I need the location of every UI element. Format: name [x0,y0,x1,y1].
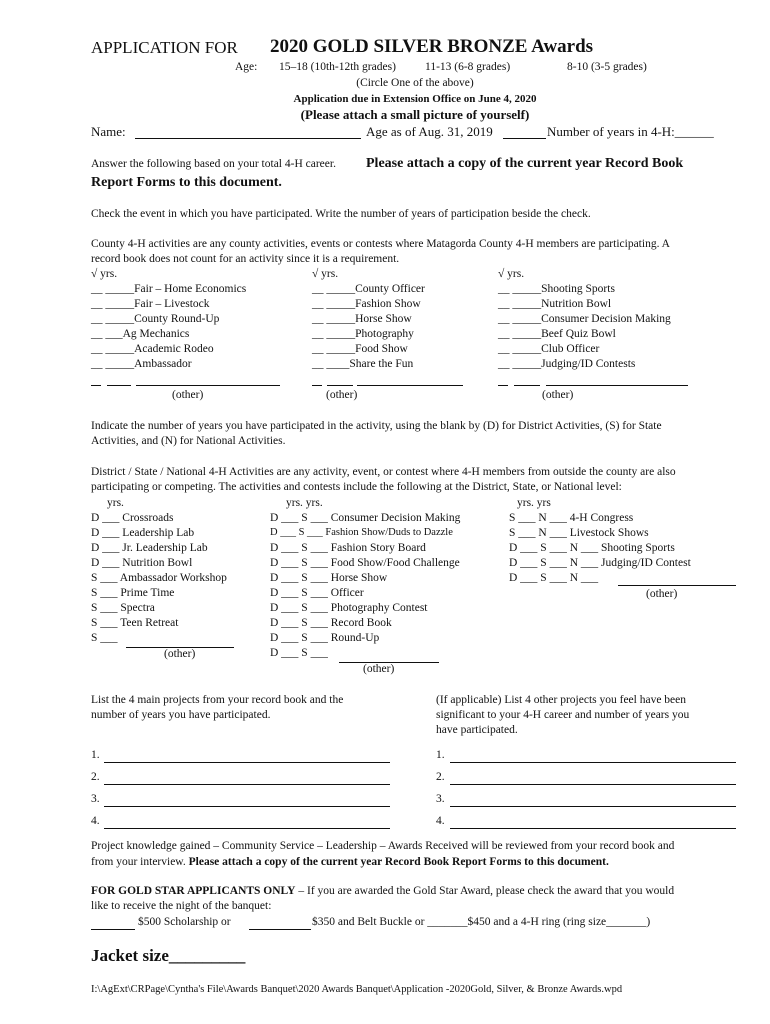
district-item[interactable]: S ___ Spectra [91,602,155,614]
knowledge-statement-2 [91,856,609,868]
scholarship-option: $500 Scholarship or [138,916,231,928]
district-other-field-3[interactable] [618,585,736,586]
county-item[interactable]: __ _____Fair – Home Economics [91,283,247,295]
county-other-check-2[interactable] [312,385,322,386]
district-item[interactable]: D ___ S ___ Photography Contest [270,602,428,614]
application-for-label: APPLICATION FOR [91,38,238,57]
county-other-field-2[interactable] [357,385,463,386]
county-other-label-3: (other) [542,389,574,401]
county-item[interactable]: __ ___Ag Mechanics [91,328,190,340]
district-item[interactable]: D ___ Jr. Leadership Lab [91,542,208,554]
district-other-label-1: (other) [164,648,196,660]
other-projects-instruction-1: (If applicable) List 4 other projects you feel have been [436,694,687,706]
county-item[interactable]: __ _____County Round-Up [91,313,220,325]
county-item[interactable]: __ _____Fashion Show [312,298,421,310]
district-item[interactable]: S ___ Teen Retreat [91,617,179,629]
due-date-notice: Application due in Extension Office on June 4, 2020 [293,93,537,105]
district-col-3 [509,497,739,587]
county-other-years-1[interactable] [107,385,131,386]
scholarship-check-field[interactable] [91,929,135,930]
district-item[interactable]: D ___ S ___ Round-Up [270,632,380,644]
name-field[interactable] [135,138,361,139]
picture-instruction: (Please attach a small picture of yourself) [300,107,530,122]
county-item[interactable]: __ ____Share the Fun [312,358,414,370]
county-other-check-3[interactable] [498,385,508,386]
county-item[interactable]: __ _____Photography [312,328,414,340]
district-item[interactable]: D ___ S ___ N ___ Shooting Sports [509,542,675,554]
other-project-field-3[interactable] [450,806,736,807]
belt-buckle-check-field[interactable] [249,929,311,930]
main-project-number: 3. [91,793,100,805]
district-item[interactable]: S ___ Prime Time [91,587,175,599]
county-item[interactable]: __ _____Horse Show [312,313,412,325]
district-item[interactable]: D ___ Leadership Lab [91,527,195,539]
district-item[interactable]: D ___ S ___ Fashion Story Board [270,542,426,554]
county-item[interactable]: __ _____Shooting Sports [498,283,615,295]
main-project-number: 4. [91,815,100,827]
gold-star-text: – If you are awarded the Gold Star Award, please check the award that you would [295,885,675,897]
district-item[interactable]: D ___ S ___ N ___ [509,572,599,584]
district-col-1 [91,497,266,647]
county-item[interactable]: __ _____Judging/ID Contests [498,358,636,370]
county-item[interactable]: __ _____Academic Rodeo [91,343,214,355]
county-col-2-header: √ yrs. [312,268,339,280]
county-item[interactable]: __ _____Consumer Decision Making [498,313,671,325]
knowledge-attach-notice: Please attach a copy of the current year Record Book Report Forms to this document. [188,856,609,868]
age-asof-label: Age as of Aug. 31, 2019 [366,124,493,139]
main-projects-instruction-2: number of years you have participated. [91,709,271,721]
district-item[interactable]: S ___ [91,632,118,644]
main-project-field-3[interactable] [104,806,390,807]
main-project-number: 2. [91,771,100,783]
other-project-field-2[interactable] [450,784,736,785]
attach-notice-2: Report Forms to this document. [91,175,282,190]
county-other-years-2[interactable] [327,385,353,386]
county-other-label-1: (other) [172,389,204,401]
buckle-ring-options[interactable]: $350 and Belt Buckle or _______$450 and a 4-H ring (ring size_______) [312,916,651,928]
district-item[interactable]: S ___ N ___ 4-H Congress [509,512,634,524]
other-project-field-1[interactable] [450,762,736,763]
other-project-number: 4. [436,815,445,827]
county-col-3-header: √ yrs. [498,268,525,280]
file-path-footer: I:\AgExt\CRPage\Cyntha's File\Awards Banquet\2020 Awards Banquet\Application -2020Gold, Silver, & Bronze Awards.wpd [91,984,623,995]
other-projects-instruction-2: significant to your 4-H career and number of years you [436,709,690,721]
county-other-field-3[interactable] [546,385,688,386]
county-item[interactable]: __ _____Fair – Livestock [91,298,210,310]
main-project-field-4[interactable] [104,828,390,829]
district-col-1-header: yrs. [107,497,124,509]
county-definition-2: record book does not count for an activity since it is a requirement. [91,253,400,265]
age-option-8-10[interactable]: 8-10 (3-5 grades) [567,61,647,73]
knowledge-statement-2a: from your interview. [91,856,186,868]
age-option-15-18[interactable]: 15–18 (10th-12th grades) [279,61,396,73]
district-item[interactable]: D ___ S ___ Consumer Decision Making [270,512,461,524]
county-col-3 [498,268,718,373]
county-item[interactable]: __ _____Beef Quiz Bowl [498,328,616,340]
indicate-instruction-2: Activities, and (N) for National Activities. [91,435,286,447]
district-other-label-2: (other) [363,663,395,675]
dsn-definition-2: participating or competing. The activities and contests include the following at the District, State, or National level: [91,481,622,493]
dsn-definition-1: District / State / National 4-H Activities are any activity, event, or contest where 4-H members from outside the county are also [91,466,676,478]
main-project-field-1[interactable] [104,762,390,763]
main-projects-instruction-1: List the 4 main projects from your record book and the [91,694,344,706]
awards-title: 2020 GOLD SILVER BRONZE Awards [270,36,594,57]
county-col-1-header: √ yrs. [91,268,118,280]
county-definition-1: County 4-H activities are any county activities, events or contests where Matagorda County 4-H members are participating. A [91,238,670,250]
district-item[interactable]: D ___ S ___ Fashion Show/Duds to Dazzle [270,527,453,538]
county-other-field-1[interactable] [136,385,280,386]
district-item[interactable]: S ___ N ___ Livestock Shows [509,527,649,539]
county-item[interactable]: __ _____County Officer [312,283,425,295]
gold-star-label: FOR GOLD STAR APPLICANTS ONLY [91,885,296,897]
circle-instruction: (Circle One of the above) [356,77,474,89]
gold-star-statement [91,885,674,897]
check-instruction: Check the event in which you have participated. Write the number of years of participation beside the check. [91,208,591,220]
answer-instruction: Answer the following based on your total 4-H career. [91,158,336,170]
age-field[interactable] [503,138,546,139]
other-project-number: 1. [436,749,445,761]
county-col-2 [312,268,492,373]
district-col-2-header: yrs. yrs. [286,497,323,509]
county-other-label-2: (other) [326,389,358,401]
district-item[interactable]: D ___ S ___ Food Show/Food Challenge [270,557,460,569]
other-project-field-4[interactable] [450,828,736,829]
indicate-instruction-1: Indicate the number of years you have participated in the activity, using the blank by (D) for District Activities, (S) for State [91,420,662,432]
district-item[interactable]: S ___ Ambassador Workshop [91,572,227,584]
gold-star-text-2: like to receive the night of the banquet: [91,900,272,912]
district-item[interactable]: D ___ Crossroads [91,512,174,524]
district-item[interactable]: D ___ S ___ Record Book [270,617,392,629]
county-item[interactable]: __ _____Nutrition Bowl [498,298,612,310]
age-option-11-13[interactable]: 11-13 (6-8 grades) [425,61,511,73]
district-item[interactable]: D ___ Nutrition Bowl [91,557,193,569]
name-label: Name: [91,124,126,139]
other-project-number: 2. [436,771,445,783]
age-label: Age: [235,61,258,73]
district-item[interactable]: D ___ S ___ Horse Show [270,572,388,584]
other-project-number: 3. [436,793,445,805]
jacket-size-field[interactable]: Jacket size_________ [91,946,246,965]
district-item[interactable]: D ___ S ___ N ___ Judging/ID Contest [509,557,691,569]
county-item[interactable]: __ _____Club Officer [498,343,600,355]
county-other-check-1[interactable] [91,385,101,386]
district-item[interactable]: D ___ S ___ [270,647,328,659]
main-project-field-2[interactable] [104,784,390,785]
county-item[interactable]: __ _____Food Show [312,343,408,355]
district-col-3-header: yrs. yrs [517,497,551,509]
other-projects-instruction-3: have participated. [436,724,518,736]
main-project-number: 1. [91,749,100,761]
county-other-years-3[interactable] [514,385,540,386]
attach-notice-1: Please attach a copy of the current year Record Book [366,156,684,171]
years-in-4h-label[interactable]: Number of years in 4-H:______ [547,124,714,139]
district-col-2 [270,497,495,662]
county-item[interactable]: __ _____Ambassador [91,358,192,370]
district-other-label-3: (other) [646,588,678,600]
district-item[interactable]: D ___ S ___ Officer [270,587,364,599]
knowledge-statement-1: Project knowledge gained – Community Service – Leadership – Awards Received will be reviewed from your record book and [91,840,675,852]
county-col-1 [91,268,301,373]
